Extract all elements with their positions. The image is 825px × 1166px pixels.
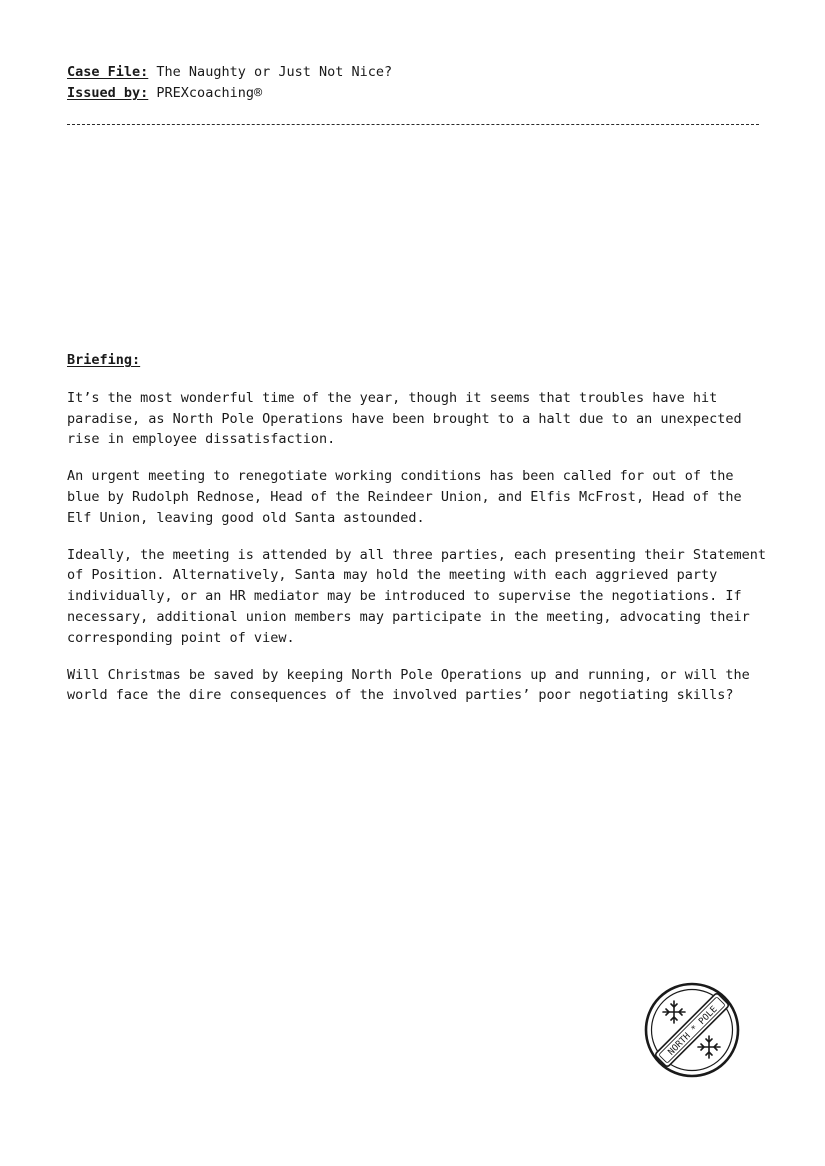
briefing-paragraph: It’s the most wonderful time of the year, though it seems that troubles have hit paradise, as North Pole Operations have been brought to a halt due to an unexpected rise in employee dissatisfaction. xyxy=(67,389,742,448)
stamp-graphic xyxy=(642,980,742,1080)
issued-by-label: Issued by: xyxy=(67,85,149,101)
issued-by-line xyxy=(67,83,392,104)
case-file-value: The Naughty or Just Not Nice? xyxy=(156,64,393,80)
case-header xyxy=(67,62,392,104)
briefing-section xyxy=(67,350,767,722)
briefing-paragraph: An urgent meeting to renegotiate working conditions has been called for out of the blue by Rudolph Rednose, Head of the Reindeer Union, and Elfis McFrost, Head of the Elf Union, leaving good old Santa astounded. xyxy=(67,468,742,526)
briefing-title: Briefing: xyxy=(67,352,141,368)
briefing-paragraph: Ideally, the meeting is attended by all three parties, each presenting their Statement of Position. Alternatively, Santa may hold the meeting with each aggrieved party individually, or an HR mediator may be introduced to supervise the negotiations. If necessary, additional union members may participate in the meeting, advocating their corresponding point of view. xyxy=(67,546,766,646)
dashed-divider xyxy=(67,124,759,125)
north-pole-stamp xyxy=(642,980,742,1080)
case-file-line xyxy=(67,62,392,83)
briefing-paragraph: Will Christmas be saved by keeping North Pole Operations up and running, or will the world face the dire consequences of the involved parties’ poor negotiating skills? xyxy=(67,666,750,704)
issued-by-value: PREXcoaching® xyxy=(156,85,263,101)
stamp-text: NORTH * POLE xyxy=(666,1004,720,1058)
case-file-label: Case File: xyxy=(67,64,149,80)
